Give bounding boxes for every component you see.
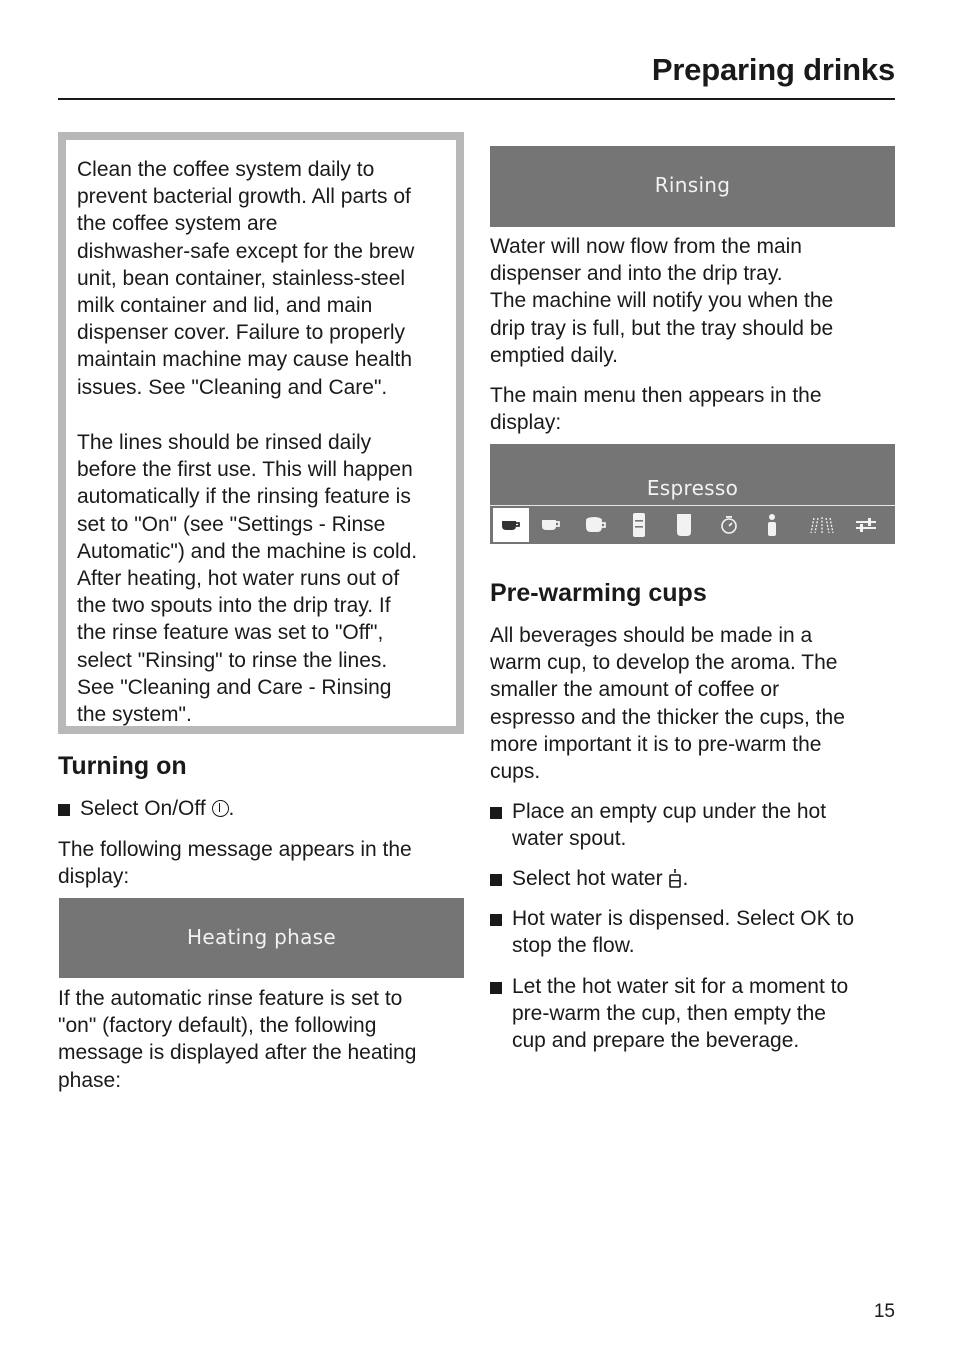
turning-on-heading: Turning on xyxy=(58,752,187,780)
header-rule xyxy=(58,98,895,100)
bullet-marker xyxy=(490,982,502,994)
cleaning-note-box xyxy=(58,132,464,734)
coffee-cup-icon[interactable] xyxy=(531,506,571,544)
espresso-main-menu-display xyxy=(490,444,895,544)
page-title: Preparing drinks xyxy=(651,52,895,87)
espresso-text: Espresso xyxy=(646,476,739,500)
note-paragraph-2: The lines should be rinsed daily before the first use. This will happen automatically if the rinsing feature is set to "On" (see "Settings - Rinse Automatic") and the machine is cold. After heating, hot water runs out of the two spouts into the drip tray. If the rinse feature was set to "Off", select "Rinsing" to rinse the lines. See "Cleaning and Care - Rinsing the system". xyxy=(77,431,418,727)
auto-rinse-text: If the automatic rinse feature is set to "on" (factory default), the following message is displayed after the heating phase: xyxy=(58,987,417,1092)
menu-icon-row xyxy=(490,506,895,544)
hot-water-icon xyxy=(668,868,682,888)
heating-phase-display xyxy=(59,898,464,978)
latte-glass-icon[interactable] xyxy=(619,506,659,544)
espresso-cup-icon[interactable] xyxy=(493,508,529,542)
rinsing-text: Rinsing xyxy=(654,173,731,197)
hot-milk-jug-icon[interactable] xyxy=(664,506,704,544)
main-menu-text: The main menu then appears in the display: xyxy=(490,384,822,435)
cappuccino-icon[interactable] xyxy=(576,506,616,544)
prewarm-text: All beverages should be made in a warm cup, to develop the aroma. The smaller the amount of coffee or espresso and the thicker the cups, the more important it is to pre-warm the cups. xyxy=(490,624,845,784)
page-number: 15 xyxy=(873,1301,895,1322)
bullet-marker xyxy=(490,914,502,926)
person-icon[interactable] xyxy=(752,506,792,544)
prewarm-heading: Pre-warming cups xyxy=(490,579,707,607)
timer-icon[interactable] xyxy=(709,506,749,544)
settings-sliders-icon[interactable] xyxy=(846,506,886,544)
bullet-marker xyxy=(490,807,502,819)
note-paragraph-1: Clean the coffee system daily to prevent bacterial growth. All parts of the coffee system are dishwasher-safe except for the brew unit, bean container, stainless-steel milk container and lid, and main dispenser cover. Failure to properly maintain machine may cause health issues. See "Cleaning and Care". xyxy=(77,158,415,399)
bullet-marker xyxy=(490,874,502,886)
following-message-text: The following message appears in the display: xyxy=(58,838,412,889)
heating-phase-text: Heating phase xyxy=(187,925,336,949)
rinsing-display xyxy=(490,146,895,227)
maintenance-icon[interactable] xyxy=(802,506,842,544)
bullet-marker xyxy=(58,804,70,816)
on-off-icon xyxy=(212,800,229,817)
water-flow-text: Water will now flow from the main dispenser and into the drip tray. The machine will notify you when the drip tray is full, but the tray should be emptied daily. xyxy=(490,235,834,367)
